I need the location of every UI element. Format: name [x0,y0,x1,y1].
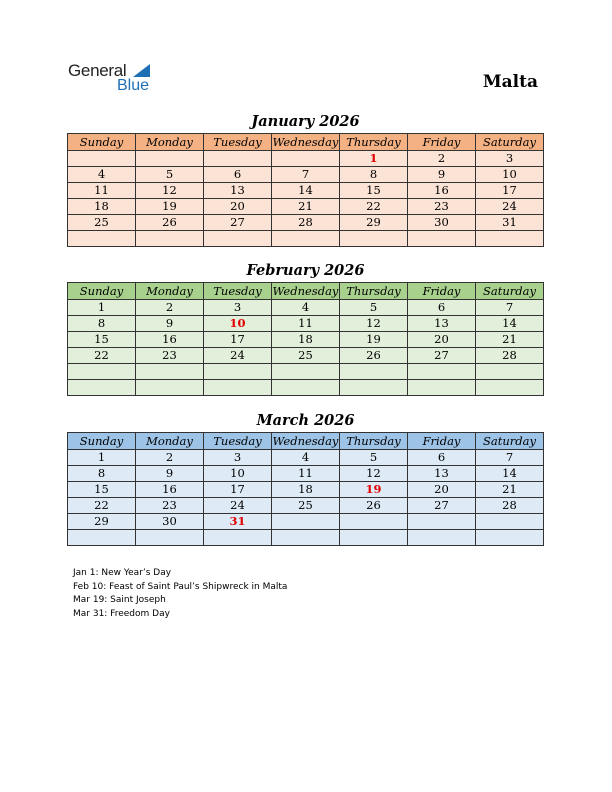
day-cell: 20 [204,199,272,215]
day-cell: 26 [136,215,204,231]
day-cell: 3 [476,151,544,167]
day-cell: 15 [68,332,136,348]
day-cell: 11 [272,466,340,482]
day-cell [340,364,408,380]
day-cell: 12 [136,183,204,199]
day-cell [272,530,340,546]
day-cell: 14 [272,183,340,199]
day-cell: 28 [272,215,340,231]
day-cell: 21 [476,482,544,498]
weekday-header: Monday [136,134,204,151]
day-cell [340,380,408,396]
day-cell: 8 [68,466,136,482]
weekday-header: Friday [408,134,476,151]
day-cell: 3 [204,300,272,316]
week-row [68,380,544,396]
day-cell: 16 [136,332,204,348]
country-title: Malta [482,72,538,92]
day-cell [340,530,408,546]
day-cell: 20 [408,332,476,348]
week-row [68,316,544,332]
day-cell: 27 [204,215,272,231]
day-cell: 5 [340,300,408,316]
day-cell: 25 [272,498,340,514]
day-cell: 18 [272,482,340,498]
day-cell: 20 [408,482,476,498]
day-cell [136,380,204,396]
weekday-header: Monday [136,433,204,450]
holiday-note: Jan 1: New Year’s Day [73,568,172,578]
day-cell: 26 [340,348,408,364]
month-title-february: February 2026 [246,262,365,279]
day-cell [272,514,340,530]
week-row [68,183,544,199]
day-cell [136,231,204,247]
weekday-header: Saturday [476,433,544,450]
calendar-february [67,282,544,396]
day-cell: 22 [68,348,136,364]
day-cell: 30 [136,514,204,530]
day-cell: 9 [136,466,204,482]
weekday-header: Friday [408,283,476,300]
day-cell [136,151,204,167]
weekday-header: Saturday [476,134,544,151]
week-row [68,498,544,514]
holiday-day-cell: 19 [340,482,408,498]
holiday-notes [73,567,287,622]
day-cell: 9 [408,167,476,183]
week-row [68,167,544,183]
day-cell: 8 [340,167,408,183]
weekday-header: Tuesday [204,283,272,300]
day-cell [272,380,340,396]
logo-text-general: General [68,61,127,80]
week-row [68,151,544,167]
day-cell: 13 [408,316,476,332]
day-cell: 2 [408,151,476,167]
day-cell: 16 [408,183,476,199]
day-cell: 11 [68,183,136,199]
day-cell: 27 [408,498,476,514]
day-cell: 31 [476,215,544,231]
month-title-january: January 2026 [251,113,360,130]
day-cell: 21 [476,332,544,348]
day-cell [204,364,272,380]
week-row [68,364,544,380]
day-cell: 9 [136,316,204,332]
week-row [68,450,544,466]
day-cell: 6 [204,167,272,183]
day-cell [136,530,204,546]
day-cell [204,231,272,247]
day-cell: 13 [408,466,476,482]
day-cell [408,514,476,530]
day-cell [272,364,340,380]
day-cell [68,151,136,167]
day-cell: 16 [136,482,204,498]
day-cell [136,364,204,380]
holiday-note: Mar 31: Freedom Day [73,609,170,620]
day-cell: 29 [68,514,136,530]
week-row [68,466,544,482]
weekday-header: Thursday [340,283,408,300]
day-cell [68,364,136,380]
day-cell: 10 [204,466,272,482]
day-cell: 14 [476,316,544,332]
week-row [68,514,544,530]
week-row [68,482,544,498]
day-cell [272,151,340,167]
day-cell: 3 [204,450,272,466]
holiday-day-cell: 1 [340,151,408,167]
holiday-note: Feb 10: Feast of Saint Paul’s Shipwreck in Malta [73,581,288,592]
day-cell: 17 [204,482,272,498]
day-cell: 28 [476,498,544,514]
weekday-header: Thursday [340,433,408,450]
day-cell: 2 [136,300,204,316]
day-cell: 12 [340,316,408,332]
day-cell: 18 [68,199,136,215]
weekday-header: Wednesday [272,434,339,448]
day-cell [408,364,476,380]
day-cell: 12 [340,466,408,482]
day-cell: 4 [272,300,340,316]
day-cell [204,380,272,396]
day-cell: 19 [340,332,408,348]
day-cell: 2 [136,450,204,466]
day-cell [408,231,476,247]
holiday-day-cell: 10 [204,316,272,332]
day-cell [68,530,136,546]
day-cell: 10 [476,167,544,183]
day-cell [476,364,544,380]
calendar-january [67,133,544,247]
day-cell: 18 [272,332,340,348]
day-cell: 4 [272,450,340,466]
day-cell: 29 [340,215,408,231]
day-cell: 5 [340,450,408,466]
week-row [68,199,544,215]
day-cell: 13 [204,183,272,199]
day-cell: 15 [68,482,136,498]
day-cell: 24 [204,498,272,514]
day-cell [408,530,476,546]
holiday-note: Mar 19: Saint Joseph [73,595,166,606]
weekday-header: Thursday [340,134,408,151]
day-cell: 22 [68,498,136,514]
day-cell: 6 [408,450,476,466]
day-cell: 23 [136,498,204,514]
logo-text-blue: Blue [117,77,150,94]
day-cell [204,151,272,167]
day-cell [204,530,272,546]
weekday-header-row [68,283,544,300]
weekday-header: Saturday [476,283,544,300]
general-blue-logo [68,61,158,97]
day-cell: 25 [68,215,136,231]
day-cell: 4 [68,167,136,183]
weekday-header-row [68,134,544,151]
week-row [68,530,544,546]
day-cell: 24 [204,348,272,364]
day-cell [408,380,476,396]
day-cell: 28 [476,348,544,364]
day-cell: 17 [204,332,272,348]
day-cell: 17 [476,183,544,199]
day-cell [68,380,136,396]
logo-triangle-icon [133,64,150,77]
day-cell: 5 [136,167,204,183]
week-row [68,332,544,348]
day-cell: 1 [68,300,136,316]
day-cell: 23 [408,199,476,215]
day-cell: 22 [340,199,408,215]
weekday-header: Wednesday [272,284,339,298]
day-cell: 27 [408,348,476,364]
month-title-march: March 2026 [256,412,355,429]
day-cell [476,231,544,247]
week-row [68,215,544,231]
day-cell: 30 [408,215,476,231]
day-cell [476,380,544,396]
weekday-header: Sunday [68,283,136,300]
week-row [68,231,544,247]
calendar-march [67,432,544,546]
day-cell: 7 [476,300,544,316]
day-cell: 8 [68,316,136,332]
weekday-header: Wednesday [272,135,339,149]
week-row [68,300,544,316]
day-cell: 11 [272,316,340,332]
holiday-day-cell: 31 [204,514,272,530]
day-cell [476,514,544,530]
day-cell: 6 [408,300,476,316]
weekday-header: Monday [136,283,204,300]
day-cell: 25 [272,348,340,364]
weekday-header: Tuesday [204,433,272,450]
day-cell: 26 [340,498,408,514]
day-cell [340,231,408,247]
weekday-header: Sunday [68,134,136,151]
day-cell [340,514,408,530]
day-cell: 24 [476,199,544,215]
day-cell: 23 [136,348,204,364]
weekday-header: Tuesday [204,134,272,151]
day-cell: 21 [272,199,340,215]
day-cell [68,231,136,247]
day-cell [272,231,340,247]
day-cell: 1 [68,450,136,466]
weekday-header-row [68,433,544,450]
day-cell: 7 [476,450,544,466]
day-cell [476,530,544,546]
week-row [68,348,544,364]
day-cell: 7 [272,167,340,183]
day-cell: 19 [136,199,204,215]
weekday-header: Friday [408,433,476,450]
day-cell: 15 [340,183,408,199]
day-cell: 14 [476,466,544,482]
weekday-header: Sunday [68,433,136,450]
